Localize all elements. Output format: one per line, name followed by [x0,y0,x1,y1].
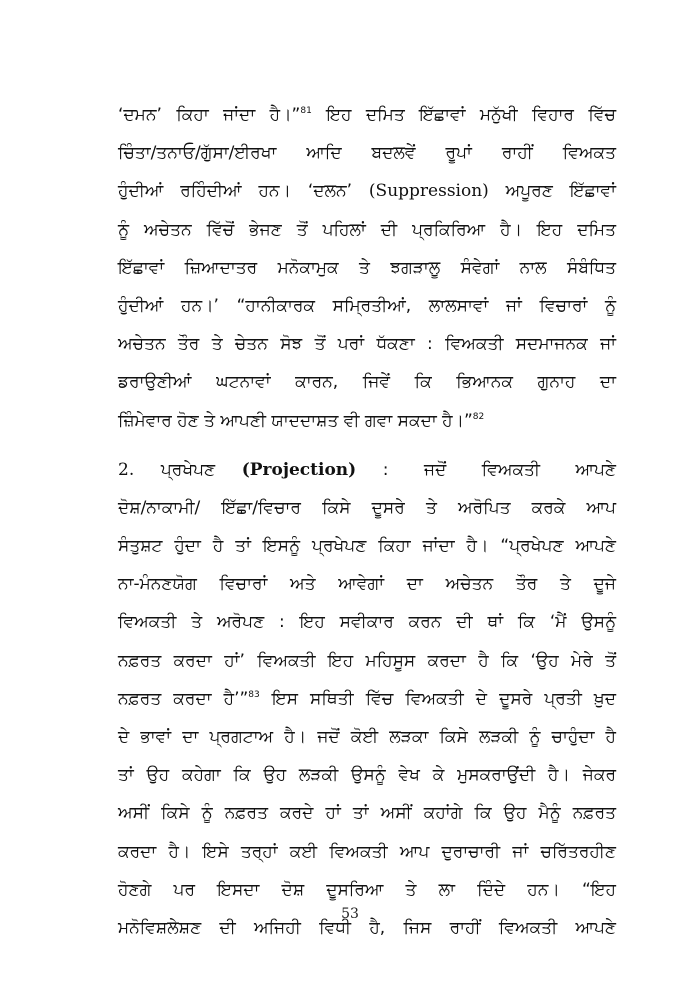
text-line: ਇੱਛਾਵਾਂ ਜ਼ਿਆਦਾਤਰ ਮਨੋਕਾਮੁਕ ਤੇ ਝਗੜਾਲੂ ਸੰਵੇਗਾਂ ਨਾਲ ਸੰਬੰਧਿਤ [118,257,616,278]
section-number: 2. [118,459,135,480]
line-text: ਇਹ ਦਮਿਤ ਇੱਛਾਵਾਂ ਮਨੁੱਖੀ ਵਿਹਾਰ ਵਿੱਚ [311,105,617,125]
text-line [118,680,616,718]
text-line: ਅਸੀਂ ਕਿਸੇ ਨੂੰ ਨਫ਼ਰਤ ਕਰਦੇ ਹਾਂ ਤਾਂ ਅਸੀਂ ਕਹਾਂਗੇ ਕਿ ਉਹ ਮੈਨੂੰ ਨਫ਼ਰਤ [118,803,616,824]
text-line: ਸੰਤੁਸ਼ਟ ਹੁੰਦਾ ਹੈ ਤਾਂ ਇਸਨੂੰ ਪ੍ਰਖੇਪਣ ਕਿਹਾ ਜਾਂਦਾ ਹੈ। “ਪ੍ਰਖੇਪਣ ਆਪਣੇ [118,536,616,557]
text-line: ਦੋਸ਼/ਨਾਕਾਮੀ/ ਇੱਛਾ/ਵਿਚਾਰ ਕਿਸੇ ਦੂਸਰੇ ਤੇ ਅਰੋਪਿਤ ਕਰਕੇ ਆਪ [118,497,616,518]
footnote-ref: 81 [300,106,312,116]
text-line: ਮਨੋਵਿਸ਼ਲੇਸ਼ਣ ਦੀ ਅਜਿਹੀ ਵਿਧੀ ਹੈ, ਜਿਸ ਰਾਹੀਂ ਵਿਅਕਤੀ ਆਪਣੇ [118,917,616,938]
english-term: (Suppression) [368,181,489,202]
line-text: ਨਫ਼ਰਤ ਕਰਦਾ ਹੈ’” [118,688,249,709]
section-english-term: (Projection) [241,459,357,480]
line-text: ਅਪੂਰਣ ਇੱਛਾਵਾਂ [488,181,616,202]
line-text: ‘ਦਮਨ’ ਕਿਹਾ ਜਾਂਦਾ ਹੈ।” [118,105,301,125]
body-text [118,96,616,947]
text-line: ਨਾ-ਮੰਨਣਯੋਗ ਵਿਚਾਰਾਂ ਅਤੇ ਆਵੇਗਾਂ ਦਾ ਅਚੇਤਨ ਤੌਰ ਤੇ ਦੂਜੇ [118,574,616,595]
section-term: ਪ੍ਰਖੇਪਣ [160,459,216,480]
line-text: ਇਸ ਸਥਿਤੀ ਵਿੱਚ ਵਿਅਕਤੀ ਦੇ ਦੂਸਰੇ ਪ੍ਰਤੀ ਖ਼ੁਦ [259,688,616,709]
line-text: : ਜਦੋਂ ਵਿਅਕਤੀ ਆਪਣੇ [382,459,616,480]
footnote-ref: 82 [472,411,485,422]
text-line: ਕਰਦਾ ਹੈ। ਇਸੇ ਤਰ੍ਹਾਂ ਕਈ ਵਿਅਕਤੀ ਆਪ ਦੁਰਾਚਾਰੀ ਜਾਂ ਚਰਿੱਤਰਹੀਣ [118,841,616,862]
text-line: ਵਿਅਕਤੀ ਤੇ ਅਰੋਪਣ : ਇਹ ਸਵੀਕਾਰ ਕਰਨ ਦੀ ਥਾਂ ਕਿ ‘ਮੈਂ ਉਸਨੂੰ [118,612,616,633]
text-line [118,402,616,440]
text-line: ਡਰਾਉਣੀਆਂ ਘਟਨਾਵਾਂ ਕਾਰਨ, ਜਿਵੇਂ ਕਿ ਭਿਆਨਕ ਗੁਨਾਹ ਦਾ [118,372,616,393]
page-number: 53 [341,906,359,922]
text-line: ਦੇ ਭਾਵਾਂ ਦਾ ਪ੍ਰਗਟਾਅ ਹੈ। ਜਦੋਂ ਕੋਈ ਲੜਕਾ ਕਿਸੇ ਲੜਕੀ ਨੂੰ ਚਾਹੁੰਦਾ ਹੈ [118,727,616,747]
paragraph-gap [118,440,616,451]
text-line: ਅਚੇਤਨ ਤੌਰ ਤੇ ਚੇਤਨ ਸੋਝ ਤੋਂ ਪਰਾਂ ਧੱਕਣਾ : ਵਿਅਕਤੀ ਸਦਮਾਜਨਕ ਜਾਂ [118,334,616,355]
text-line: ਤਾਂ ਉਹ ਕਹੇਗਾ ਕਿ ਉਹ ਲੜਕੀ ਉਸਨੂੰ ਵੇਖ ਕੇ ਮੁਸਕਰਾਉਂਦੀ ਹੈ। ਜੇਕਰ [118,765,616,786]
line-text: ਹੁੰਦੀਆਂ ਰਹਿੰਦੀਆਂ ਹਨ। ‘ਦਲਨ’ [118,181,369,202]
text-line: ਹੁੰਦੀਆਂ ਹਨ।’ “ਹਾਨੀਕਾਰਕ ਸਮ੍ਰਿਤੀਆਂ, ਲਾਲਸਾਵਾਂ ਜਾਂ ਵਿਚਾਰਾਂ ਨੂੰ [118,295,616,316]
footnote-ref: 83 [248,689,260,700]
text-line: ਨਫ਼ਰਤ ਕਰਦਾ ਹਾਂ’ ਵਿਅਕਤੀ ਇਹ ਮਹਿਸੂਸ ਕਰਦਾ ਹੈ ਕਿ ‘ਉਹ ਮੇਰੇ ਤੋਂ [118,650,616,671]
section-heading-line [118,451,616,489]
text-line: ਹੋਣਗੇ ਪਰ ਇਸਦਾ ਦੋਸ਼ ਦੂਸਰਿਆ ਤੇ ਲਾ ਦਿੰਦੇ ਹਨ। “ਇਹ [118,879,616,900]
text-line [118,172,616,210]
text-line [118,96,616,134]
text-line: ਚਿੰਤਾ/ਤਨਾਓ/ਗੁੱਸਾ/ਈਰਖਾ ਆਦਿ ਬਦਲਵੇਂ ਰੂਪਾਂ ਰਾਹੀਂ ਵਿਅਕਤ [118,143,616,164]
text-line: ਨੂੰ ਅਚੇਤਨ ਵਿੱਚੋਂ ਭੇਜਣ ਤੋਂ ਪਹਿਲਾਂ ਦੀ ਪ੍ਰਕਿਰਿਆ ਹੈ। ਇਹ ਦਮਿਤ [118,219,616,240]
line-text: ਜ਼ਿੰਮੇਵਾਰ ਹੋਣ ਤੇ ਆਪਣੀ ਯਾਦਦਾਸ਼ਤ ਵੀ ਗਵਾ ਸਕਦਾ ਹੈ।” [118,410,473,431]
